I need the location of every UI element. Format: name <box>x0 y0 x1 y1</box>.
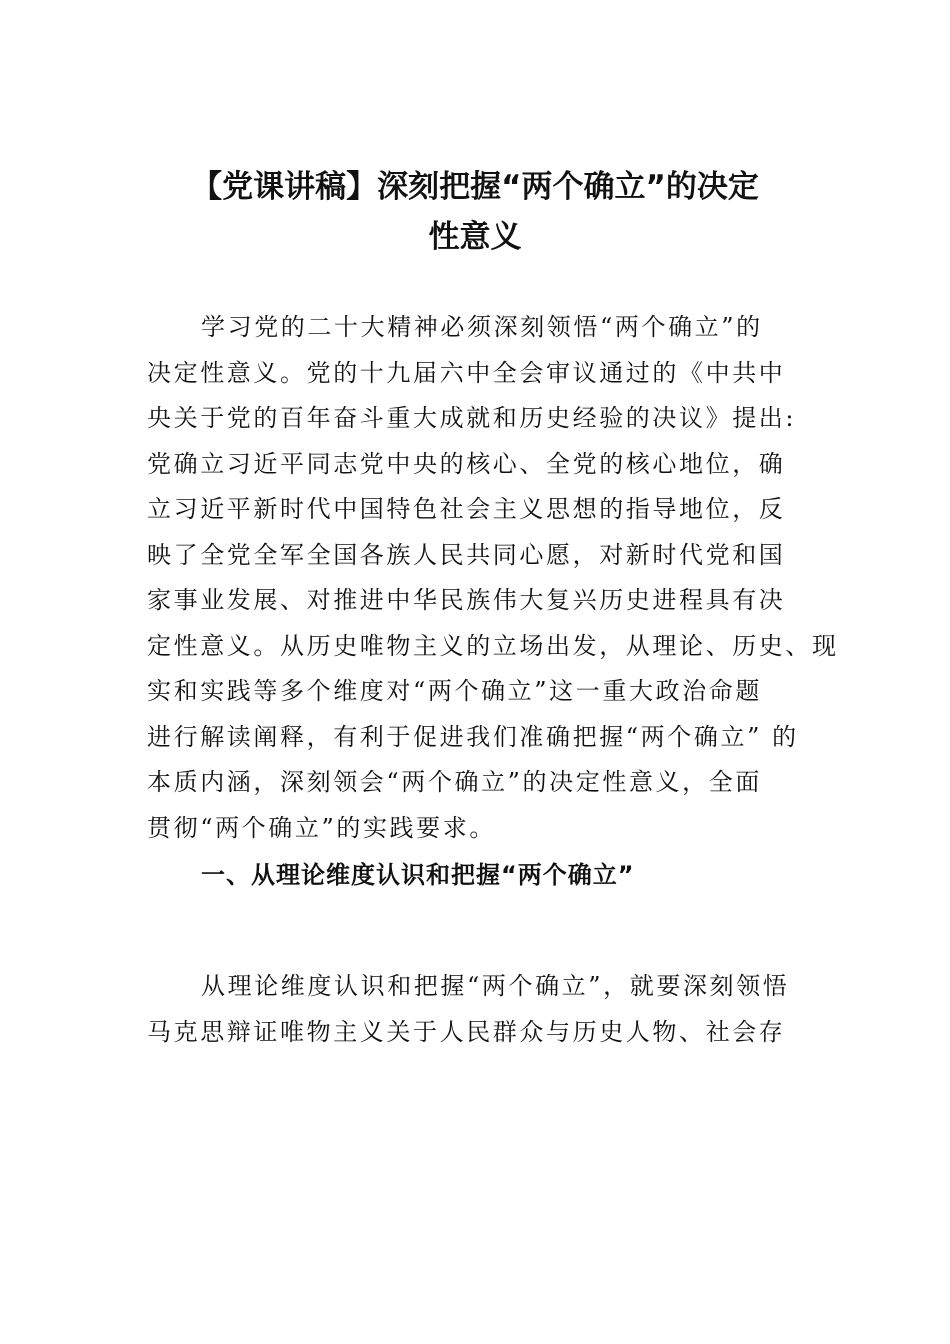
paragraph-line: 立习近平新时代中国特色社会主义思想的指导地位，反 <box>147 495 786 523</box>
title-line-2: 性意义 <box>428 219 522 255</box>
paragraph-line: 实和实践等多个维度对“两个确立”这一重大政治命题 <box>147 677 762 705</box>
document-title <box>130 162 820 262</box>
paragraph-line: 央关于党的百年奋斗重大成就和历史经验的决议》提出: <box>147 404 797 432</box>
paragraph-line: 进行解读阐释，有利于促进我们准确把握“两个确立” 的 <box>147 722 799 751</box>
intro-paragraph <box>147 305 839 851</box>
paragraph-line: 本质内涵，深刻领会“两个确立”的决定性意义，全面 <box>147 768 762 796</box>
paragraph-line: 从理论维度认识和把握“两个确立”，就要深刻领悟 <box>201 972 790 1000</box>
section-paragraph <box>147 964 827 1055</box>
paragraph-line: 决定性意义。党的十九届六中全会审议通过的《中共中 <box>147 358 786 387</box>
paragraph-line: 定性意义。从历史唯物主义的立场出发，从理论、历史、现 <box>147 631 839 660</box>
paragraph-line: 映了全党全军全国各族人民共同心愿，对新时代党和国 <box>147 540 786 569</box>
title-line-1: 【党课讲稿】深刻把握“两个确立”的决定 <box>191 169 759 205</box>
paragraph-line: 学习党的二十大精神必须深刻领悟“两个确立”的 <box>201 313 763 341</box>
paragraph-line: 马克思辩证唯物主义关于人民群众与历史人物、社会存 <box>147 1017 786 1046</box>
section-heading: 一、从理论维度认识和把握“两个确立” <box>201 861 635 889</box>
paragraph-line: 家事业发展、对推进中华民族伟大复兴历史进程具有决 <box>147 586 786 614</box>
paragraph-line: 党确立习近平同志党中央的核心、全党的核心地位，确 <box>147 449 786 478</box>
paragraph-line: 贯彻“两个确立”的实践要求。 <box>147 813 496 842</box>
